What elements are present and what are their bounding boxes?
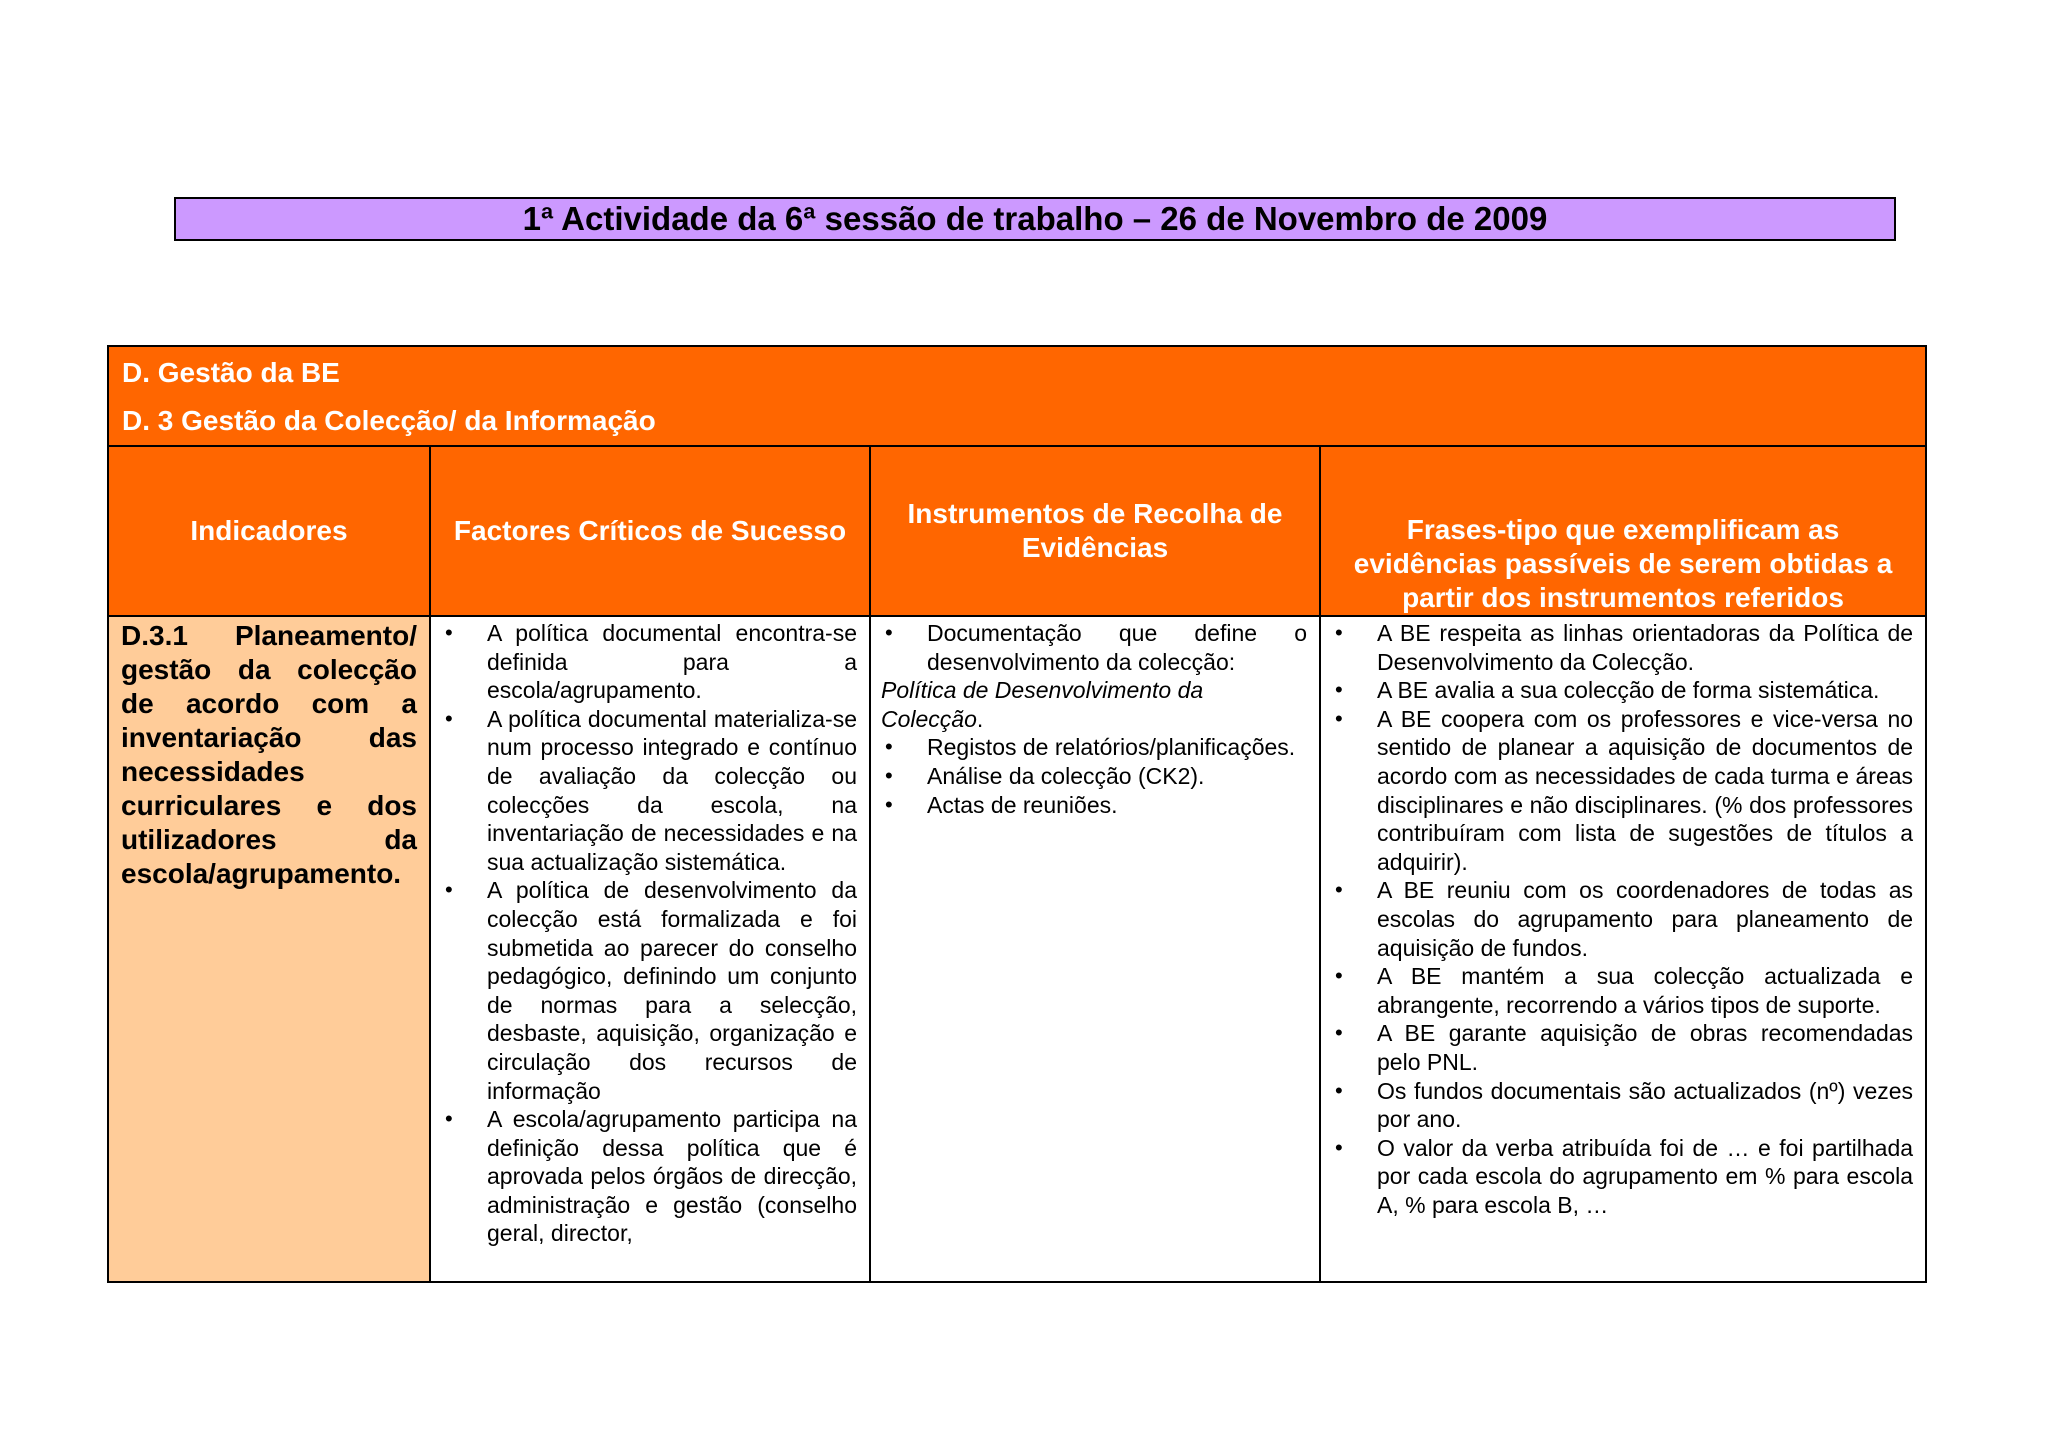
factores-cell: [430, 616, 870, 1282]
column-header-frases: Frases-tipo que exemplificam as evidências passíveis de serem obtidas a partir dos instrumentos referidos: [1320, 446, 1926, 616]
section-header: [108, 346, 1926, 446]
policy-period: .: [976, 705, 984, 732]
list-item: • A BE avalia a sua colecção de forma sistemática.: [1331, 676, 1913, 705]
list-item: • A BE mantém a sua colecção actualizada e abrangente, recorrendo a vários tipos de suporte.: [1331, 962, 1913, 1019]
policy-note: [881, 676, 1307, 733]
section-header-row: [108, 346, 1926, 446]
list-item: • Actas de reuniões.: [881, 791, 1307, 820]
instrumentos-list-top: [881, 619, 1307, 676]
list-item: • A BE garante aquisição de obras recomendadas pelo PNL.: [1331, 1019, 1913, 1076]
evaluation-table: [107, 345, 1927, 1283]
column-header-instrumentos: Instrumentos de Recolha de Evidências: [870, 446, 1320, 616]
frases-cell: [1320, 616, 1926, 1282]
document-title: 1ª Actividade da 6ª sessão de trabalho – 26 de Novembro de 2009: [174, 197, 1896, 241]
instrumentos-cell: [870, 616, 1320, 1282]
column-header-indicadores: Indicadores: [108, 446, 430, 616]
table-row: [108, 616, 1926, 1282]
list-item: • A BE coopera com os professores e vice-versa no sentido de planear a aquisição de documentos de acordo com as necessidades de cada turma e áreas disciplinares e não disciplinares. (% dos professores contribuíram com lista de sugestões de títulos a adquirir).: [1331, 705, 1913, 877]
list-item: • A BE reuniu com os coordenadores de todas as escolas do agrupamento para planeamento de aquisição de fundos.: [1331, 876, 1913, 962]
frases-list: [1331, 619, 1913, 1219]
list-item: • O valor da verba atribuída foi de … e foi partilhada por cada escola do agrupamento em % para escola A, % para escola B, …: [1331, 1134, 1913, 1220]
list-item: • A BE respeita as linhas orientadoras da Política de Desenvolvimento da Colecção.: [1331, 619, 1913, 676]
factores-list: [441, 619, 857, 1248]
list-item: • Os fundos documentais são actualizados (nº) vezes por ano.: [1331, 1077, 1913, 1134]
list-item: • A política documental encontra-se definida para a escola/agrupamento.: [441, 619, 857, 705]
policy-name: Política de Desenvolvimento da Colecção: [881, 677, 1204, 732]
indicator-cell: D.3.1 Planeamento/ gestão da colecção de acordo com a inventariação das necessidades curriculares e dos utilizadores da escola/agrupamento.: [108, 616, 430, 1282]
subsection-title: D. 3 Gestão da Colecção/ da Informação: [122, 405, 656, 436]
list-item: • A política documental materializa-se num processo integrado e contínuo de avaliação da colecção ou colecções da escola, na inventariação de necessidades e na sua actualização sistemática.: [441, 705, 857, 877]
list-item: • Análise da colecção (CK2).: [881, 762, 1307, 791]
list-item: • Documentação que define o desenvolvimento da colecção:: [881, 619, 1307, 676]
column-header-row: [108, 446, 1926, 616]
list-item: • A política de desenvolvimento da colecção está formalizada e foi submetida ao parecer do conselho pedagógico, definindo um conjunto de normas para a selecção, desbaste, aquisição, organização e circulação dos recursos de informação: [441, 876, 857, 1105]
list-item: • Registos de relatórios/planificações.: [881, 733, 1307, 762]
instrumentos-list: [881, 733, 1307, 819]
section-title: D. Gestão da BE: [122, 357, 340, 388]
column-header-factores: Factores Críticos de Sucesso: [430, 446, 870, 616]
list-item: • A escola/agrupamento participa na definição dessa política que é aprovada pelos órgãos de direcção, administração e gestão (conselho geral, director,: [441, 1105, 857, 1248]
